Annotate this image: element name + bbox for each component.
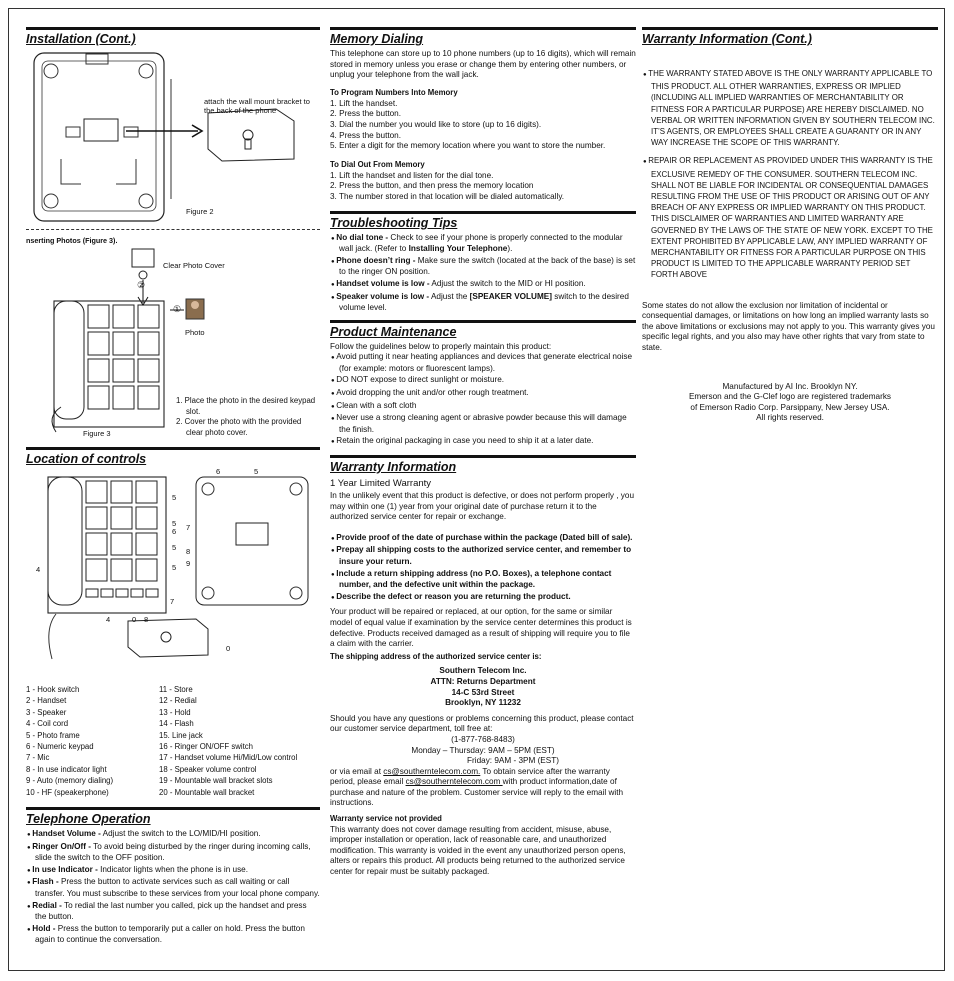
photo-label: Photo (185, 328, 205, 337)
trouble-item (330, 292, 636, 314)
repair-text: Your product will be repaired or replaced, at our option, for the same or similar model of equal value if examination by the service center determines this product is defective. Products received damaged as a result of shipping will require you to file a claim with the carrier. (330, 607, 632, 649)
trouble-item-title: Handset volume is low - (336, 278, 430, 288)
figure-2 (26, 49, 320, 225)
keypad-key (101, 589, 113, 597)
photos-subheading: nserting Photos (Figure 3). (26, 236, 118, 245)
keypad-key (138, 305, 159, 328)
keypad-key (88, 386, 109, 409)
operation-item-text: To redial the last number you called, pick up the handset and press the button. (35, 900, 307, 922)
keypad-key (86, 481, 107, 503)
limited-text: In the unlikely event that this product is defective, or does not perform properly , you may within one (1) year from your original date of purchase return it to the authorized service center for repair or exchange. (330, 491, 635, 522)
maint-item: ● DO NOT expose to direct sunlight or moisture. (330, 375, 636, 387)
keypad-key (88, 359, 109, 382)
keypad-key (113, 332, 134, 355)
trouble-item-text-end: switch to the desired volume level. (339, 291, 629, 313)
legend-left-column (26, 684, 159, 798)
legend-item: 10 - HF (speakerphone) (26, 787, 109, 797)
legend-item: 6 - Numeric keypad (26, 742, 94, 752)
dialout-step: 1. Lift the handset and listen for the dial tone. (330, 170, 494, 180)
diagram-number: 5 (254, 467, 259, 476)
keypad-key (136, 559, 157, 581)
figure-3 (26, 247, 320, 437)
operation-item-title: Handset Volume - (32, 829, 101, 839)
manufacturer-info (642, 382, 938, 424)
maint-heading: Product Maintenance (330, 320, 636, 339)
trouble-item-title: No dial tone - (336, 232, 389, 242)
email-post: To obtain service after the warranty period, please email (330, 766, 610, 787)
keypad-key (131, 589, 143, 597)
keypad-key (138, 386, 159, 409)
legend-item: 9 - Auto (memory dialing) (26, 776, 114, 786)
legend-item: 7 - Mic (26, 753, 50, 763)
diagram-number: 6 (172, 527, 177, 536)
operation-item-text: Press the button to temporarily put a caller on hold. Press the button again to continue the conversation. (35, 923, 305, 945)
keypad-key (116, 589, 128, 597)
program-step: 5. Enter a digit for the memory location where you want to store the number. (330, 141, 606, 151)
keypad-key (136, 533, 157, 555)
diagram-number: 4 (36, 565, 41, 574)
trouble-heading: Troubleshooting Tips (330, 211, 636, 230)
service-address (330, 666, 636, 708)
photo-steps (176, 396, 320, 438)
figure-2-label: Figure 2 (186, 207, 214, 216)
manufacturer-line: All rights reserved. (756, 413, 824, 423)
notprov-heading: Warranty service not provided (330, 814, 442, 824)
operation-item (26, 924, 320, 946)
requirement-item: ● Provide proof of the date of purchase within the package (Dated bill of sale). (330, 533, 636, 545)
disclaimer-item: ● REPAIR OR REPLACEMENT AS PROVIDED UNDER THIS WARRANTY IS THE EXCLUSIVE REMEDY OF THE CONSUMER. SOUTHERN TELECOM INC. SHALL NOT BE LIABLE FOR INCIDENTAL OR CONSEQUENTIAL DAMAGES RESULTING FROM THE USE OF THIS PRODUCT OR ARISING OUT OF ANY BREACH OF ANY EXPRESS OR IMPLIED WARRANTY ON THIS PRODUCT. THIS DISCLAIMER OF WARRANTIES AND LIMITED WARRANTY ARE GOVERNED BY THE LAWS OF THE STATE OF NEW YORK. EXCEPT TO THE EXTENT PROHIBITED BY APPLICABLE LAW, ANY IMPLIED WARRANTY OF MERCHANTABILITY OR FITNESS FOR A PARTICULAR PURPOSE ON THIS PRODUCT IS LIMITED TO THE APPLICABLE WARRANTY PERIOD SET FORTH ABOVE (642, 155, 938, 280)
requirements-list (330, 533, 636, 604)
keypad-key (111, 507, 132, 529)
operation-item-title: Hold - (32, 923, 56, 933)
disclaimer-item: ● THE WARRANTY STATED ABOVE IS THE ONLY WARRANTY APPLICABLE TO THIS PRODUCT. ALL OTHER WARRANTIES, EXPRESS OR IMPLIED (INCLUDING ALL IMPLIED WARRANTIES OF MERCHANTABILITY OR FITNESS FOR A PARTICULAR PURPOSE) ARE HEREBY DISCLAIMED. NO VERBAL OR WRITTEN INFORMATION GIVEN BY SOUTHERN TELECOM INC. IT’S AGENTS, OR EMPLOYEES SHALL CREATE A GUARANTY OR IN ANY WAY INCREASE THE SCOPE OF THIS WARRANTY. (642, 68, 938, 148)
hours-weekday: Monday – Thursday: 9AM – 5PM (EST) (411, 745, 555, 755)
trouble-list (330, 233, 636, 314)
email-post-2: with product information,date of purchase and nature of the problem. Customer service will reply to the email with instructions. (330, 777, 624, 808)
program-heading: To Program Numbers Into Memory (330, 87, 458, 97)
operation-item-text: Indicator lights when the phone is in use. (97, 864, 249, 874)
diagram-number: 7 (186, 523, 191, 532)
dialout-steps (330, 171, 636, 203)
support-phone: (1-877-768-8483) (451, 734, 515, 744)
maint-item: ● Avoid putting it near heating appliances and devices that generate electrical noise (for example: motors or fluorescent lamps). (330, 352, 636, 374)
keypad-key (88, 305, 109, 328)
keypad-key (111, 533, 132, 555)
keypad-key (88, 332, 109, 355)
requirement-item: ● Include a return shipping address (no P.O. Boxes), a telephone contact number, and the defective unit within the package. (330, 569, 636, 591)
trouble-item-title: Speaker volume is low - (336, 291, 430, 301)
operation-heading: Telephone Operation (26, 807, 320, 826)
program-step: 3. Dial the number you would like to store (up to 16 digits). (330, 119, 542, 129)
program-step: 1. Lift the handset. (330, 98, 398, 108)
operation-list (26, 829, 320, 946)
dialout-step: 2. Press the button, and then press the memory location (330, 181, 534, 191)
manufacturer-line: of Emerson Radio Corp. Parsippany, New Jersey USA. (690, 402, 890, 412)
trouble-item-text-end: ). (507, 244, 513, 254)
address-line: Brooklyn, NY 11232 (445, 698, 521, 708)
limited-heading: 1 Year Limited Warranty (330, 478, 432, 490)
operation-item-title: Redial - (32, 900, 62, 910)
controls-legend (26, 684, 320, 798)
manufacturer-line: Manufactured by AI Inc. Brooklyn NY. (722, 381, 858, 391)
program-step: 2. Press the button. (330, 109, 402, 119)
program-step: 4. Press the button. (330, 130, 402, 140)
keypad-key (86, 559, 107, 581)
controls-heading: Location of controls (26, 447, 320, 466)
legend-right-column (159, 684, 320, 798)
notprov-text: This warranty does not cover damage resulting from accident, misuse, abuse, improper installation or operation, lack of reasonable care, and unauthorized modification. This warranty is voided in the event any unauthorized person opens, alters or repairs this product. All products being returned to the authorized service center for repair must be suitably packaged. (330, 824, 626, 877)
column-right (642, 27, 938, 424)
address-line: 14-C 53rd Street (451, 687, 515, 697)
hours-friday: Friday: 9AM - 3PM (EST) (467, 756, 559, 766)
warranty-disclaimers (642, 68, 938, 281)
phone-back-diagram (26, 49, 320, 225)
operation-item (26, 829, 320, 841)
operation-item-text: Adjust the switch to the LO/MID/HI position. (100, 829, 261, 839)
legend-item: 13 - Hold (159, 707, 191, 717)
trouble-item-text: Adjust the (429, 291, 470, 301)
trouble-item-emphasis: Installing Your Telephone (408, 244, 508, 254)
legend-item: 8 - In use indicator light (26, 764, 107, 774)
keypad-key (113, 305, 134, 328)
diagram-number: 7 (170, 597, 175, 606)
operation-item (26, 877, 320, 899)
maint-intro: Follow the guidelines below to properly maintain this product: (330, 341, 552, 351)
dashed-divider (26, 229, 320, 230)
column-middle (330, 27, 636, 878)
keypad-key (136, 507, 157, 529)
operation-item (26, 865, 320, 877)
figure-2-note: attach the wall mount bracket to the back of the phone (204, 97, 310, 115)
warranty-heading: Warranty Information (330, 455, 636, 474)
requirement-item: ● Describe the defect or reason you are returning the product. (330, 592, 636, 604)
operation-item-text: Press the button to activate services such as call waiting or call transfer. You must subscribe to these services from your local phone company. (35, 877, 320, 899)
diagram-number: 0 (226, 644, 231, 653)
trouble-item-title: Phone doesn’t ring - (336, 255, 416, 265)
support-email-link-2[interactable]: cs@southerntelecom.com (405, 777, 503, 787)
operation-item (26, 901, 320, 923)
dialout-heading: To Dial Out From Memory (330, 159, 425, 169)
legend-item: 2 - Handset (26, 696, 67, 706)
trouble-item (330, 256, 636, 278)
manufacturer-line: Emerson and the G-Clef logo are registered trademarks (688, 392, 892, 402)
maint-item: ● Clean with a soft cloth (330, 401, 636, 413)
diagram-number: 5 (172, 543, 177, 552)
legend-item: 14 - Flash (159, 719, 194, 729)
diagram-number: 8 (186, 547, 191, 556)
legend-item: 19 - Mountable wall bracket slots (159, 776, 273, 786)
column-left (26, 27, 320, 947)
keypad-key (138, 359, 159, 382)
maint-item: ● Retain the original packaging in case you need to ship it at a later date. (330, 436, 636, 448)
trouble-item-text: Make sure the switch (located at the back of the base) is set to the ringer ON position. (339, 255, 636, 277)
trouble-item-text: Adjust the switch to the MID or HI position. (429, 278, 586, 288)
keypad-key (86, 507, 107, 529)
operation-item-title: Ringer On/Off - (32, 841, 91, 851)
figure-3-label: Figure 3 (83, 429, 111, 438)
photo-step: 2. Cover the photo with the provided clear photo cover. (176, 417, 302, 437)
installation-heading: Installation (Cont.) (26, 27, 320, 46)
legend-item: 16 - Ringer ON/OFF switch (159, 742, 254, 752)
photo-step: 1. Place the photo in the desired keypad slot. (176, 396, 316, 416)
address-line: Southern Telecom Inc. (439, 666, 527, 676)
legend-item: 1 - Hook switch (26, 685, 80, 694)
dialout-step: 3. The number stored in that location will be dialed automatically. (330, 191, 565, 201)
keypad-key (86, 533, 107, 555)
trouble-item (330, 233, 636, 255)
diagram-number: 8 (144, 615, 149, 624)
keypad-key (138, 332, 159, 355)
states-text: Some states do not allow the exclusion nor limitation of incidental or consequential damages, or limitations on how long an implied warranty lasts so the above limitations or exclusions may not apply to you. This warranty gives you specific legal rights, and you also may have other rights that vary from state to state. (642, 300, 935, 353)
diagram-number: 9 (186, 559, 191, 568)
operation-item-title: Flash - (32, 877, 59, 887)
address-line: ATTN: Returns Department (430, 676, 536, 686)
maint-list (330, 352, 636, 448)
keypad-keys (88, 305, 159, 409)
keypad-key (111, 559, 132, 581)
legend-item: 18 - Speaker volume control (159, 764, 257, 774)
requirement-item: ● Prepay all shipping costs to the authorized service center, and remember to insure your return. (330, 545, 636, 567)
keypad-key (111, 481, 132, 503)
manual-page (8, 8, 945, 971)
operation-item (26, 842, 320, 864)
email-pre: or via email at (330, 766, 384, 776)
diagram-number: 0 (132, 615, 137, 624)
diagram-number: 4 (106, 615, 111, 624)
maint-item: ● Never use a strong cleaning agent or abrasive powder because this will damage the finish. (330, 413, 636, 435)
diagram-number: 6 (216, 467, 221, 476)
memory-heading: Memory Dialing (330, 27, 636, 46)
warranty-cont-heading: Warranty Information (Cont.) (642, 27, 938, 46)
keypad-key (86, 589, 98, 597)
diagram-number: 5 (172, 519, 177, 528)
operation-item-text: To avoid being disturbed by the ringer during incoming calls, slide the switch to the OFF position. (35, 841, 311, 863)
step-1-marker: ① (173, 304, 182, 314)
program-steps (330, 99, 636, 152)
questions-text: Should you have any questions or problems concerning this product, please contact our customer service department, toll free at: (330, 713, 634, 734)
legend-item: 17 - Handset volume Hi/Mid/Low control (159, 753, 298, 763)
keypad-key (113, 386, 134, 409)
legend-item: 11 - Store (159, 685, 193, 694)
control-keys (86, 481, 158, 597)
diagram-number: 5 (172, 563, 177, 572)
diagram-number: 5 (172, 493, 177, 502)
legend-item: 3 - Speaker (26, 707, 67, 717)
legend-item: 12 - Redial (159, 696, 197, 706)
clear-photo-cover-label: Clear Photo Cover (163, 261, 225, 270)
operation-item-title: In use Indicator - (32, 864, 98, 874)
keypad-key (136, 481, 157, 503)
legend-item: 15. Line jack (159, 730, 203, 740)
keypad-key (146, 589, 158, 597)
trouble-item (330, 279, 636, 291)
keypad-key (113, 359, 134, 382)
legend-item: 5 - Photo frame (26, 730, 80, 740)
controls-diagram (26, 469, 320, 682)
maint-item: ● Avoid dropping the unit and/or other rough treatment. (330, 388, 636, 400)
legend-item: 4 - Coil cord (26, 719, 69, 729)
legend-item: 20 - Mountable wall bracket (159, 787, 255, 797)
shipping-heading: The shipping address of the authorized service center is: (330, 651, 542, 661)
memory-intro: This telephone can store up to 10 phone numbers (up to 16 digits), which will remain stored in memory unless you erase or change them by entering other numbers, or unplug your telephone from the wall jack. (330, 49, 636, 80)
trouble-item-text: Check to see if your phone is properly connected to the modular wall jack. (Refer to (339, 232, 623, 254)
trouble-item-emphasis: [SPEAKER VOLUME] (469, 291, 552, 301)
step-2-marker: ② (137, 280, 146, 290)
email-paragraph (330, 767, 636, 809)
support-email-link[interactable]: cs@southerntelecom.com. (383, 766, 481, 776)
